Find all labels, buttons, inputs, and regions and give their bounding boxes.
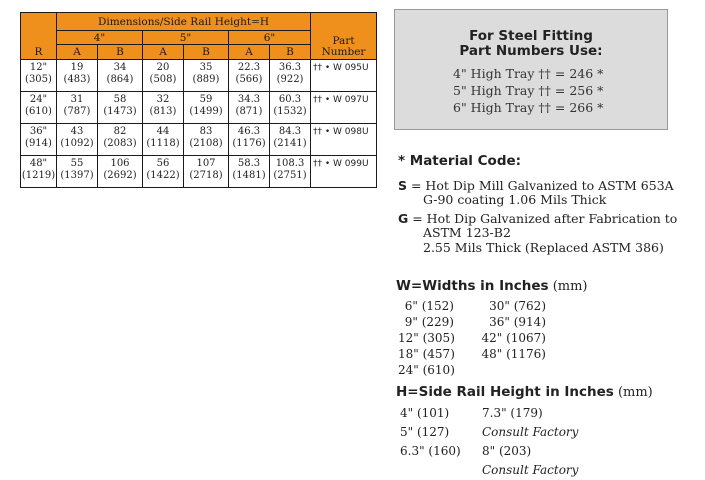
header-b: B — [98, 45, 143, 60]
material-s-letter: S — [398, 178, 408, 193]
header-a: A — [57, 45, 98, 60]
widths-heading: W=Widths in Inches (mm) — [396, 278, 588, 294]
header-r: R — [21, 13, 57, 60]
cell-a4: 43 (1092) — [57, 124, 98, 156]
heights-list-1 — [400, 404, 461, 461]
material-g-detail-2: 2.55 Mils Thick (Replaced ASTM 386) — [423, 240, 664, 255]
cell-a4: 55 (1397) — [57, 156, 98, 188]
steel-fitting-box — [394, 9, 668, 130]
cell-a4: 31 (787) — [57, 92, 98, 124]
list-item: 18" (457) — [398, 347, 455, 361]
cell-part-number: †† • W 098U — [311, 124, 377, 156]
header-b: B — [270, 45, 311, 60]
cell-b4: 106 (2692) — [98, 156, 143, 188]
cell-a6: 34.3 (871) — [229, 92, 270, 124]
list-item: 5" (127) — [400, 425, 450, 439]
list-item: 30" (762) — [489, 299, 546, 313]
cell-a5: 56 (1422) — [143, 156, 184, 188]
heights-heading: H=Side Rail Height in Inches (mm) — [396, 384, 653, 400]
fitting-line-4: 4" High Tray †† = 246 * — [453, 66, 604, 81]
list-item: 4" (101) — [400, 406, 450, 420]
cell-b5: 35 (889) — [184, 60, 229, 92]
table-row — [21, 156, 377, 188]
material-code-heading: * Material Code: — [398, 153, 522, 169]
cell-b6: 84.3 (2141) — [270, 124, 311, 156]
material-s-detail: G-90 coating 1.06 Mils Thick — [423, 192, 607, 207]
header-a: A — [143, 45, 184, 60]
cell-a5: 20 (508) — [143, 60, 184, 92]
cell-part-number: †† • W 097U — [311, 92, 377, 124]
fitting-line-5: 5" High Tray †† = 256 * — [453, 83, 604, 98]
list-item: 36" (914) — [489, 315, 546, 329]
fitting-line-6: 6" High Tray †† = 266 * — [453, 100, 604, 115]
header-b: B — [184, 45, 229, 60]
header-height-4: 4" — [57, 31, 143, 45]
steel-fitting-title: For Steel Fitting Part Numbers Use: — [459, 28, 603, 59]
cell-part-number: †† • W 099U — [311, 156, 377, 188]
header-a: A — [229, 45, 270, 60]
cell-b4: 58 (1473) — [98, 92, 143, 124]
material-g-line: G = Hot Dip Galvanized after Fabrication to — [398, 211, 678, 226]
table-row — [21, 92, 377, 124]
widths-list-1 — [398, 298, 454, 378]
header-dimensions: Dimensions/Side Rail Height=H — [57, 13, 311, 31]
cell-b6: 60.3 (1532) — [270, 92, 311, 124]
cell-part-number: †† • W 095U — [311, 60, 377, 92]
cell-b5: 83 (2108) — [184, 124, 229, 156]
cell-b4: 82 (2083) — [98, 124, 143, 156]
cell-r: 36" (914) — [21, 124, 57, 156]
cell-r: 12" (305) — [21, 60, 57, 92]
list-item: 48" (1176) — [481, 347, 546, 361]
material-s-line: S = Hot Dip Mill Galvanized to ASTM 653A — [398, 178, 674, 193]
cell-r: 48" (1219) — [21, 156, 57, 188]
list-item: 9" (229) — [404, 315, 454, 329]
material-g-detail-1: ASTM 123-B2 — [423, 225, 511, 240]
cell-a5: 44 (1118) — [143, 124, 184, 156]
cell-b5: 107 (2718) — [184, 156, 229, 188]
list-item: 6.3" (160) — [400, 444, 461, 458]
list-item: 12" (305) — [398, 331, 455, 345]
widths-list-2 — [474, 298, 546, 362]
material-g-letter: G — [398, 211, 409, 226]
header-height-5: 5" — [143, 31, 229, 45]
list-item: 24" (610) — [398, 363, 455, 377]
cell-a6: 46.3 (1176) — [229, 124, 270, 156]
cell-a6: 58.3 (1481) — [229, 156, 270, 188]
cell-b6: 36.3 (922) — [270, 60, 311, 92]
cell-b6: 108.3 (2751) — [270, 156, 311, 188]
cell-a5: 32 (813) — [143, 92, 184, 124]
list-item: 42" (1067) — [481, 331, 546, 345]
header-height-6: 6" — [229, 31, 311, 45]
cell-b4: 34 (864) — [98, 60, 143, 92]
table-row — [21, 124, 377, 156]
list-item: 8" (203) Consult Factory — [482, 444, 579, 477]
cell-a6: 22.3 (566) — [229, 60, 270, 92]
cell-b5: 59 (1499) — [184, 92, 229, 124]
dimensions-table — [20, 12, 377, 188]
table-row — [21, 60, 377, 92]
list-item: 6" (152) — [404, 299, 454, 313]
list-item: 7.3" (179) Consult Factory — [482, 406, 579, 439]
cell-a4: 19 (483) — [57, 60, 98, 92]
header-part-number: Part Number — [311, 13, 377, 60]
cell-r: 24" (610) — [21, 92, 57, 124]
